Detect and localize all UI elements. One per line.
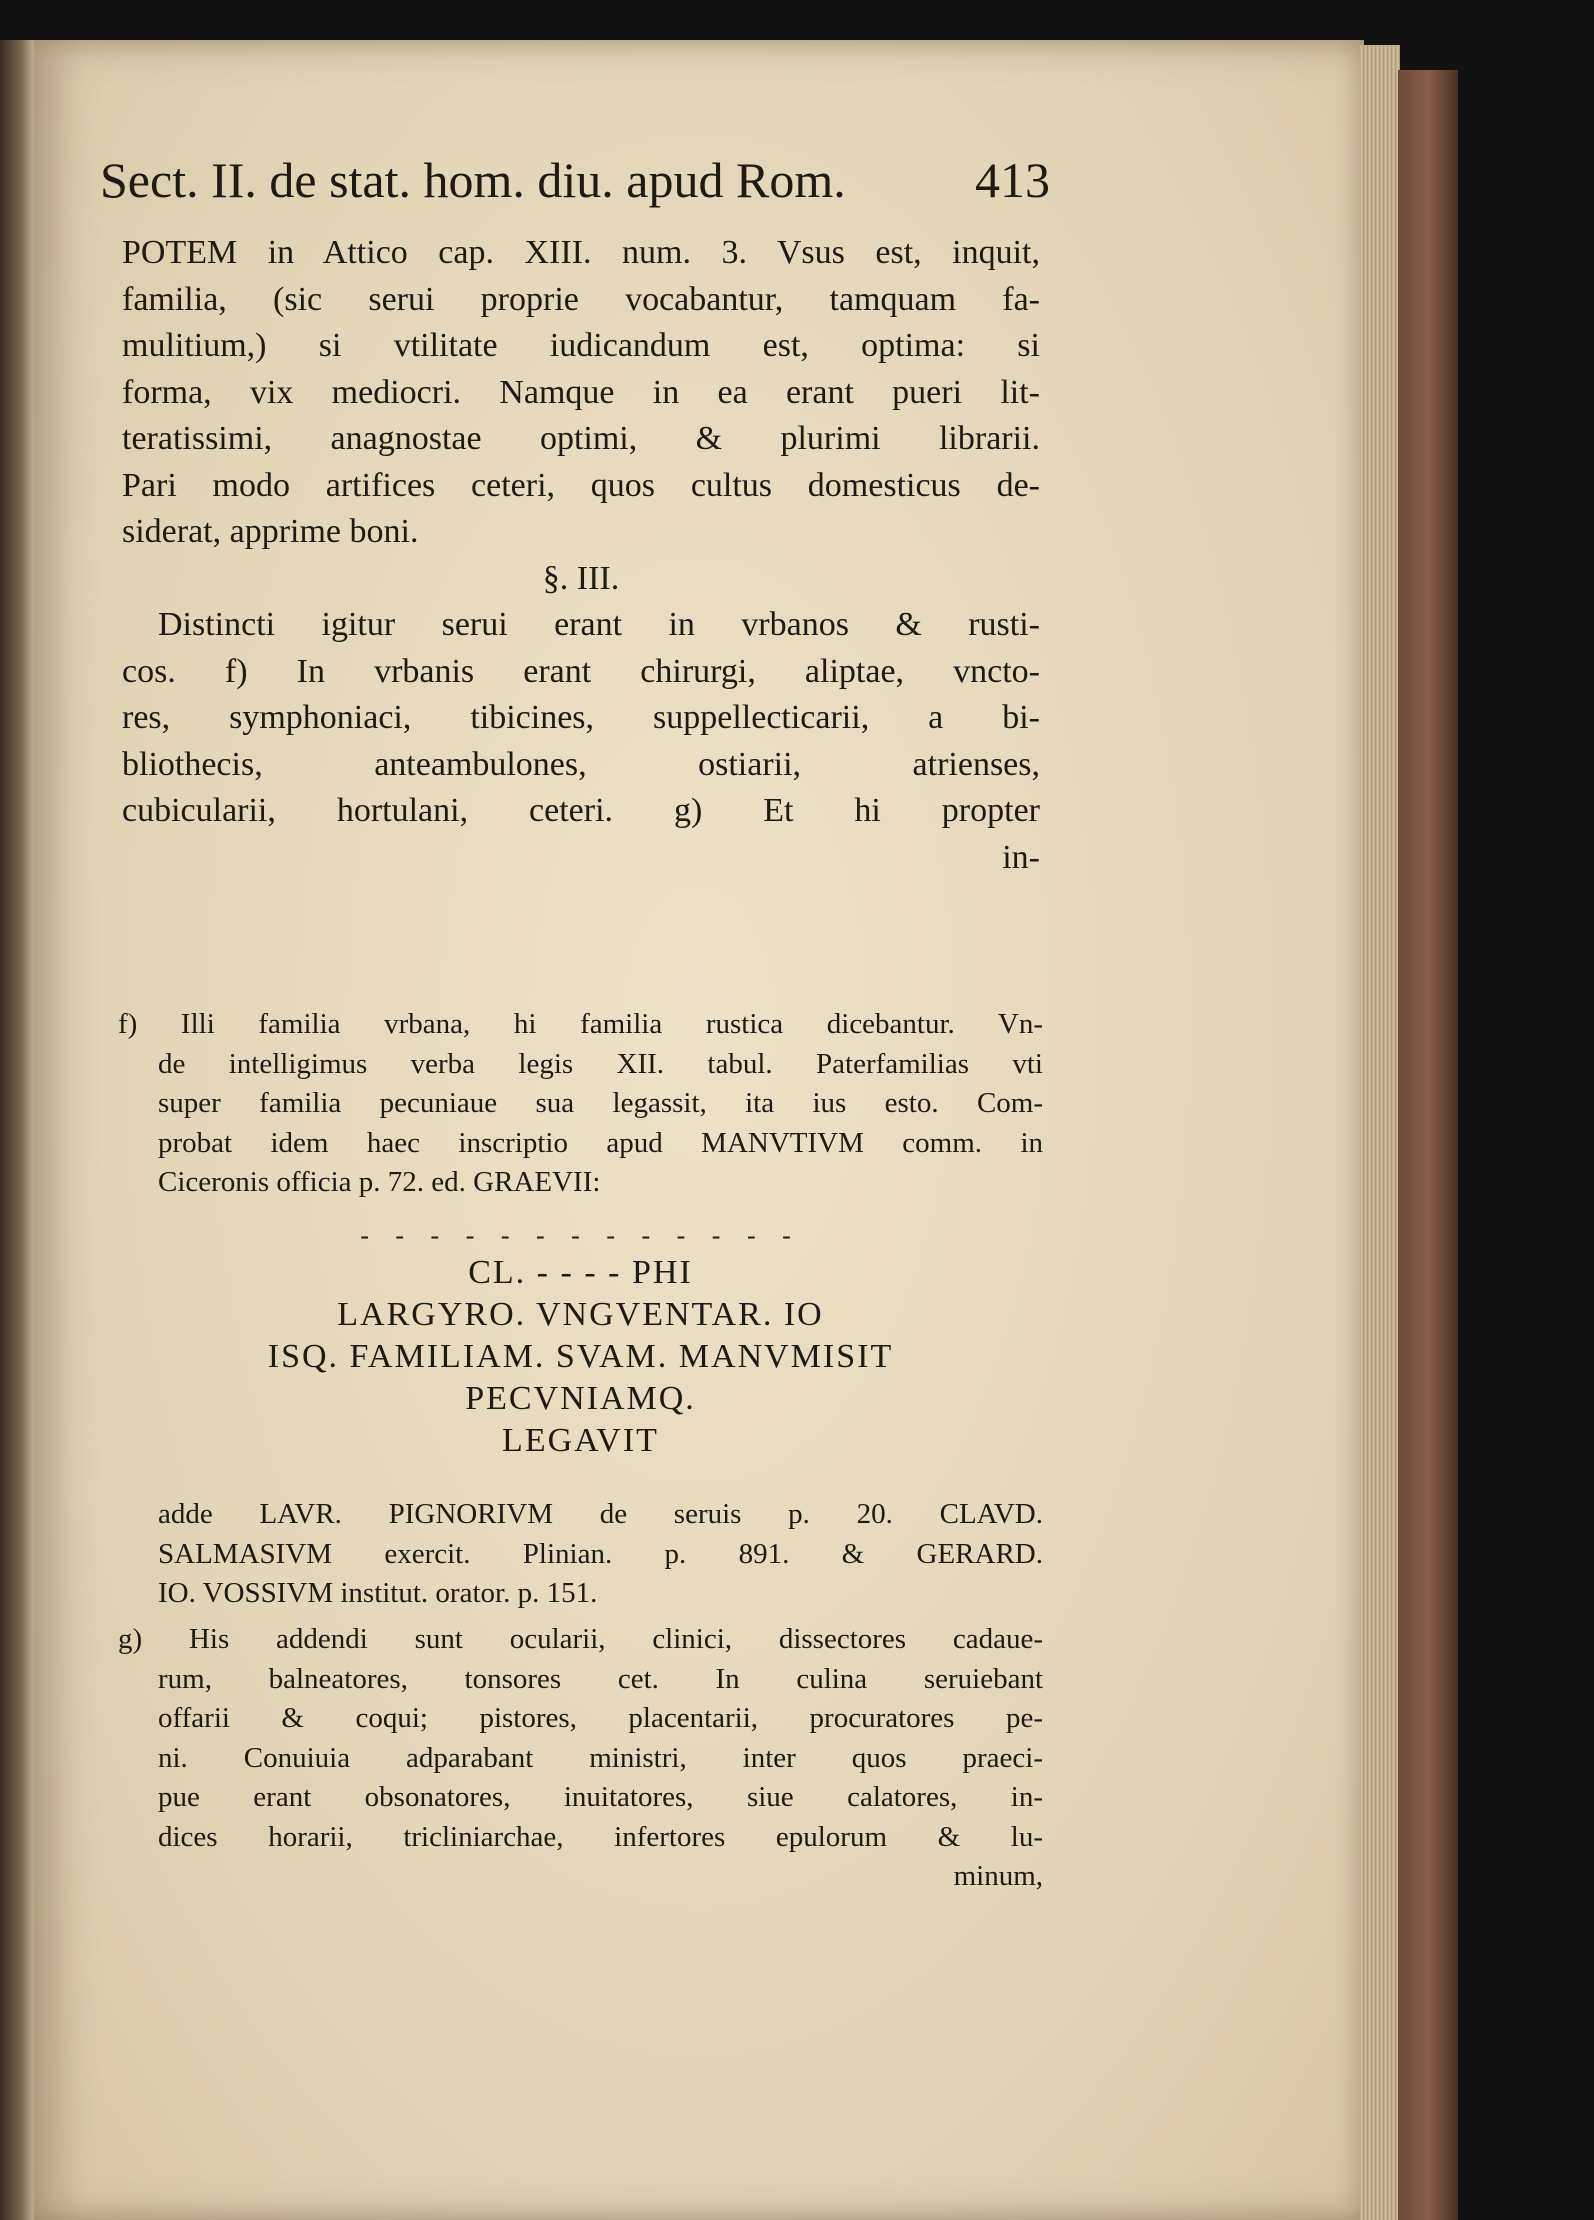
footnote-line: adde LAVR. PIGNORIVM de seruis p. 20. CLAVD. xyxy=(158,1498,1043,1530)
page-fore-edge xyxy=(1360,45,1400,2220)
inscription-dashes: - - - - - - - - - - - - - xyxy=(360,1221,801,1250)
footnote-line: probat idem haec inscriptio apud MANVTIVM comm. in xyxy=(158,1126,1043,1159)
inscription-line: LARGYRO. VNGVENTAR. IO xyxy=(337,1296,824,1333)
footnote-line: Ciceronis officia p. 72. ed. GRAEVII: xyxy=(158,1166,601,1198)
inscription-line: CL. - - - - PHI xyxy=(468,1254,693,1291)
text-line: bliothecis, anteambulones, ostiarii, atrienses, xyxy=(122,745,1040,783)
inscription-line: ISQ. FAMILIAM. SVAM. MANVMISIT xyxy=(267,1338,894,1375)
text-line: res, symphoniaci, tibicines, suppellecticarii, a bi- xyxy=(122,699,1040,736)
catchword: in- xyxy=(1002,838,1040,876)
footnote-line: rum, balneatores, tonsores cet. In culina seruiebant xyxy=(158,1662,1043,1695)
footnote-line: dices horarii, tricliniarchae, infertores epulorum & lu- xyxy=(158,1820,1043,1853)
footnote-line: offarii & coqui; pistores, placentarii, procuratores pe- xyxy=(158,1702,1043,1734)
inscription-line: PECVNIAMQ. xyxy=(465,1380,696,1417)
inscription-block xyxy=(118,1220,1043,1462)
text-line: teratissimi, anagnostae optimi, & plurimi librarii. xyxy=(122,420,1040,457)
running-head xyxy=(100,150,1050,210)
catchword: minum, xyxy=(953,1860,1043,1892)
footnote-line: ni. Conuiuia adparabant ministri, inter quos praeci- xyxy=(158,1741,1043,1774)
text-line: Distincti igitur serui erant in vrbanos & rusti- xyxy=(158,606,1040,643)
text-line: cos. f) In vrbanis erant chirurgi, aliptae, vncto- xyxy=(122,652,1040,690)
main-text-block xyxy=(122,230,1040,881)
text-line: cubicularii, hortulani, ceteri. g) Et hi propter xyxy=(122,792,1040,829)
footnote-line: pue erant obsonatores, inuitatores, siue calatores, in- xyxy=(158,1781,1043,1813)
footnote-line: f) Illi familia vrbana, hi familia rustica dicebantur. Vn- xyxy=(118,1008,1043,1040)
page-number: 413 xyxy=(975,152,1050,208)
footnote-line: g) His addendi sunt ocularii, clinici, dissectores cadaue- xyxy=(118,1623,1043,1655)
footnote-g xyxy=(118,1620,1043,1897)
footnote-f-continuation xyxy=(118,1495,1043,1614)
running-head-title: Sect. II. de stat. hom. diu. apud Rom. xyxy=(100,152,846,208)
footnote-line: super familia pecuniaue sua legassit, ita ius esto. Com- xyxy=(158,1087,1043,1119)
footnote-f xyxy=(118,1005,1043,1203)
text-line: forma, vix mediocri. Namque in ea erant pueri lit- xyxy=(122,373,1040,411)
text-line: siderat, apprime boni. xyxy=(122,513,419,550)
book-cover-edge xyxy=(1398,70,1458,2220)
footnote-line: SALMASIVM exercit. Plinian. p. 891. & GERARD. xyxy=(158,1537,1043,1570)
section-heading: §. III. xyxy=(542,559,620,597)
inscription-line: LEGAVIT xyxy=(502,1422,659,1459)
footnote-line: de intelligimus verba legis XII. tabul. Paterfamilias vti xyxy=(158,1047,1043,1080)
text-line: Pari modo artifices ceteri, quos cultus domesticus de- xyxy=(122,466,1040,504)
previous-page-edge xyxy=(0,40,36,2220)
text-line: mulitium,) si vtilitate iudicandum est, optima: si xyxy=(122,327,1040,364)
footnote-line: IO. VOSSIVM institut. orator. p. 151. xyxy=(158,1577,598,1609)
text-line: familia, (sic serui proprie vocabantur, tamquam fa- xyxy=(122,280,1040,318)
text-line: POTEM in Attico cap. XIII. num. 3. Vsus est, inquit, xyxy=(122,234,1040,271)
